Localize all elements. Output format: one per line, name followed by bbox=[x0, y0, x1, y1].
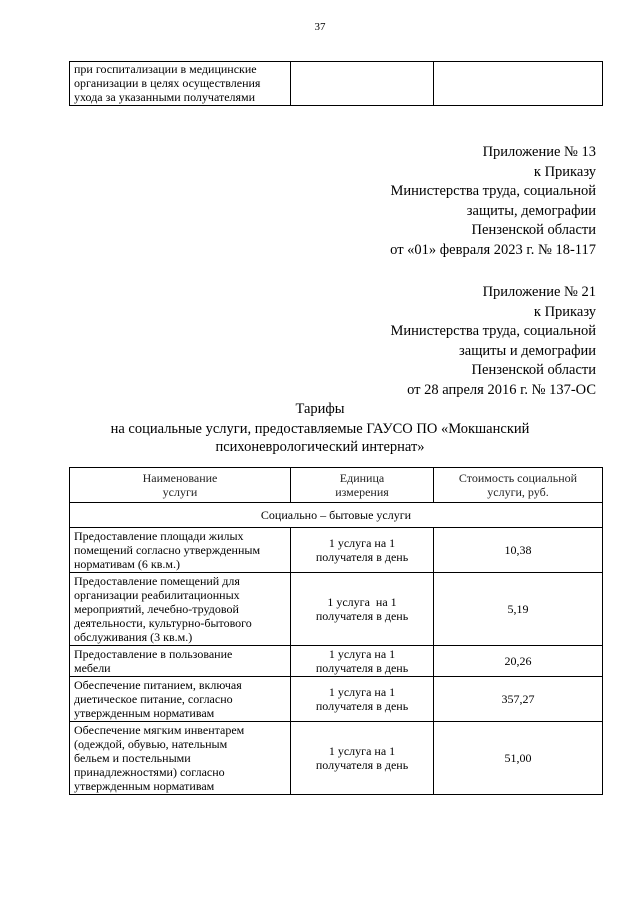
service-name-cell bbox=[70, 677, 291, 722]
text-line: Предоставление в пользование bbox=[74, 647, 233, 661]
cost-cell: 5,19 bbox=[434, 573, 603, 646]
continuation-cell bbox=[70, 62, 291, 106]
appendix-line: Приложение № 13 bbox=[482, 144, 596, 160]
text-line: Обеспечение питанием, включая bbox=[74, 678, 242, 692]
text-line: бельем и постельными bbox=[74, 751, 191, 765]
unit-cell bbox=[291, 722, 434, 795]
unit-cell bbox=[291, 677, 434, 722]
empty-cell bbox=[291, 62, 434, 106]
header-line: услуги bbox=[162, 485, 198, 499]
text-line: получателя в день bbox=[315, 699, 409, 713]
continuation-table bbox=[69, 61, 603, 106]
text-line: 1 услуга на 1 bbox=[328, 685, 396, 699]
table-row bbox=[70, 677, 603, 722]
cost-cell: 357,27 bbox=[434, 677, 603, 722]
unit-cell bbox=[291, 573, 434, 646]
appendix-line: от 28 апреля 2016 г. № 137-ОС bbox=[407, 381, 596, 398]
document-subtitle-line: на социальные услуги, предоставляемые ГАУСО ПО «Мокшанский bbox=[110, 421, 530, 437]
text-line: утвержденным нормативам bbox=[74, 706, 215, 720]
header-service-name bbox=[70, 468, 291, 503]
appendix-line: Министерства труда, социальной bbox=[390, 183, 596, 200]
text-line: получателя в день bbox=[315, 609, 409, 623]
header-line: Стоимость социальной bbox=[458, 471, 578, 485]
section-heading: Социально – бытовые услуги bbox=[70, 503, 603, 528]
text-line: обслуживания (3 кв.м.) bbox=[74, 630, 193, 644]
service-name-cell bbox=[70, 646, 291, 677]
text-line: 1 услуга на 1 bbox=[327, 595, 397, 609]
service-name-cell bbox=[70, 528, 291, 573]
appendix-line: защиты, демографии bbox=[466, 202, 596, 219]
header-line: услуги, руб. bbox=[487, 485, 549, 499]
tariff-table bbox=[69, 467, 603, 795]
appendix-line: защиты и демографии bbox=[459, 342, 596, 359]
header-line: Единица bbox=[339, 471, 385, 485]
appendix-line: Приложение № 21 bbox=[482, 284, 596, 300]
table-header-row bbox=[70, 468, 603, 503]
document-subtitle-line: психоневрологический интернат» bbox=[215, 439, 425, 455]
appendix-line: к Приказу bbox=[533, 163, 596, 180]
service-name-cell bbox=[70, 573, 291, 646]
text-line: мебели bbox=[74, 661, 111, 675]
empty-cell bbox=[434, 62, 603, 106]
text-line: при госпитализации в медицинские bbox=[74, 62, 257, 76]
page-number: 37 bbox=[314, 21, 326, 33]
table-row bbox=[70, 528, 603, 573]
text-line: мероприятий, лечебно-трудовой bbox=[74, 602, 239, 616]
table-row bbox=[70, 646, 603, 677]
appendix-line: Министерства труда, социальной bbox=[390, 323, 596, 340]
appendix-21-block bbox=[391, 283, 596, 401]
header-unit bbox=[291, 468, 434, 503]
text-line: утвержденным нормативам bbox=[74, 779, 215, 793]
text-line: Предоставление площади жилых bbox=[74, 529, 244, 543]
text-line: организации в целях осуществления bbox=[74, 76, 261, 90]
cost-cell: 20,26 bbox=[434, 646, 603, 677]
cost-cell: 10,38 bbox=[434, 528, 603, 573]
unit-cell bbox=[291, 528, 434, 573]
table-row bbox=[70, 722, 603, 795]
text-line: деятельности, культурно-бытового bbox=[74, 616, 252, 630]
table-row bbox=[70, 573, 603, 646]
cost-cell: 51,00 bbox=[434, 722, 603, 795]
table-row bbox=[70, 62, 603, 106]
text-line: 1 услуга на 1 bbox=[328, 647, 396, 661]
text-line: получателя в день bbox=[315, 661, 409, 675]
text-line: принадлежностями) согласно bbox=[74, 765, 225, 779]
text-line: нормативам (6 кв.м.) bbox=[74, 557, 180, 571]
text-line: 1 услуга на 1 bbox=[328, 536, 396, 550]
appendix-line: Пензенской области bbox=[471, 222, 596, 239]
document-title: Тарифы bbox=[295, 401, 345, 417]
text-line: диетическое питание, согласно bbox=[74, 692, 233, 706]
text-line: помещений согласно утвержденным bbox=[74, 543, 261, 557]
text-line: 1 услуга на 1 bbox=[328, 744, 396, 758]
header-line: измерения bbox=[335, 485, 389, 499]
header-cost bbox=[434, 468, 603, 503]
text-line: (одеждой, обувью, нательным bbox=[74, 737, 228, 751]
section-row bbox=[70, 503, 603, 528]
text-line: получателя в день bbox=[315, 758, 409, 772]
text-line: получателя в день bbox=[315, 550, 409, 564]
appendix-line: от «01» февраля 2023 г. № 18-117 bbox=[390, 241, 596, 258]
header-line: Наименование bbox=[142, 471, 218, 485]
unit-cell bbox=[291, 646, 434, 677]
text-line: Предоставление помещений для bbox=[74, 574, 240, 588]
appendix-line: Пензенской области bbox=[471, 362, 596, 379]
text-line: организации реабилитационных bbox=[74, 588, 240, 602]
appendix-13-block bbox=[390, 143, 596, 261]
appendix-line: к Приказу bbox=[533, 303, 596, 320]
text-line: ухода за указанными получателями bbox=[74, 90, 256, 104]
text-line: Обеспечение мягким инвентарем bbox=[74, 723, 245, 737]
service-name-cell bbox=[70, 722, 291, 795]
